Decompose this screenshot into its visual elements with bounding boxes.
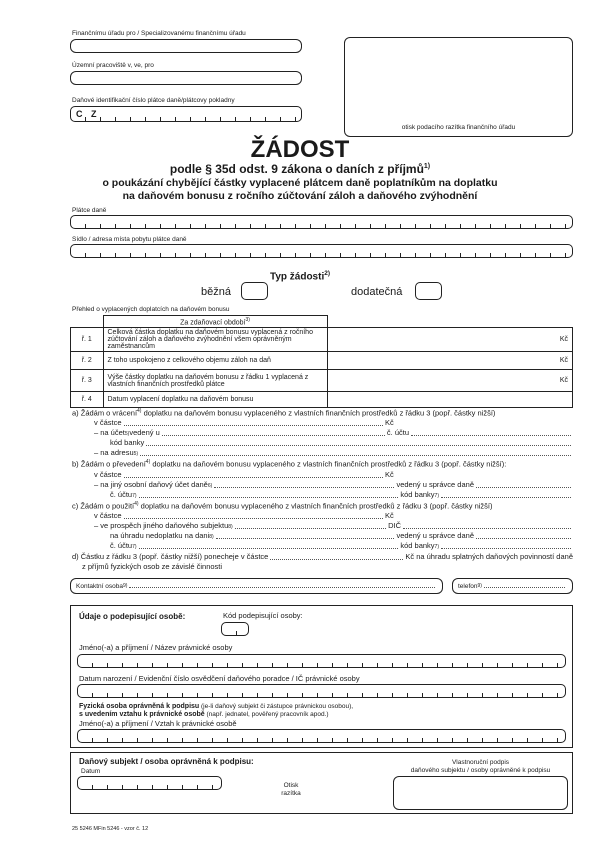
office-field[interactable] xyxy=(70,39,302,53)
table-row: ř. 4 Datum vyplacení doplatku na daňovém bonusu xyxy=(71,392,573,408)
row3-amount[interactable]: Kč xyxy=(327,370,573,392)
signature-title: Daňový subjekt / osoba oprávněná k podpisu: xyxy=(79,757,254,766)
contact-person-field[interactable]: Kontaktní osoba 9) xyxy=(70,578,443,594)
signature-field[interactable] xyxy=(393,776,568,810)
signer-birth-field[interactable] xyxy=(77,684,566,698)
section-a-account[interactable]: – na účet 5) vedený u č. účtu xyxy=(94,429,573,438)
payer-name-label: Plátce daně xyxy=(72,207,107,214)
sig-label-1: Vlastnoruční podpis xyxy=(451,759,510,766)
signer-auth-line1: Fyzická osoba oprávněná k podpisu (je-li daňový subjekt či zástupce právnickou osobou), xyxy=(79,703,354,710)
row4-date[interactable] xyxy=(327,392,573,408)
section-c-benefit[interactable]: – ve prospěch jiného daňového subjektu 8) DIČ xyxy=(94,522,573,531)
stamp-label-1: Otisk xyxy=(283,782,299,789)
form-code: 25 5246 MFin 5246 - vzor č. 12 xyxy=(72,826,149,832)
section-a-bank-code[interactable]: kód banky xyxy=(110,439,573,448)
period-header: Za zdaňovací období$^{3)}$ xyxy=(103,316,327,328)
dic-prefix-z: Z xyxy=(91,109,97,119)
page-subtitle-2: o poukázání chybějící částky vyplacené plátcem daně poplatníkům na doplatku xyxy=(102,177,498,189)
overview-caption: Přehled o vyplacených doplatcích na daňovém bonusu xyxy=(72,306,230,313)
table-row: ř. 1 Celková částka doplatku na daňovém bonusu vyplacená z ročního zúčtování záloh a daňového zvýhodnění všem oprávněným zaměstnancům Kč xyxy=(71,328,573,352)
stamp-caption: otisk podacího razítka finančního úřadu xyxy=(401,124,516,131)
signer-name-label: Jméno(-a) a příjmení / Název právnické osoby xyxy=(79,643,233,652)
section-b-amount[interactable]: v částce Kč xyxy=(94,470,394,479)
section-b-other-account[interactable]: – na jiný osobní daňový účet daně 6) vedený u správce daně xyxy=(94,481,573,490)
office-label: Finančnímu úřadu pro / Specializovanému finančnímu úřadu xyxy=(72,30,246,37)
page-subtitle-1: podle § 35d odst. 9 zákona o daních z příjmů$^{1)}$ xyxy=(169,162,431,176)
stamp-label-2: razítka xyxy=(281,790,301,797)
request-type-supplementary-checkbox[interactable] xyxy=(415,282,442,300)
payer-name-field[interactable] xyxy=(70,215,573,229)
payer-address-field[interactable] xyxy=(70,244,573,258)
date-label: Datum xyxy=(81,768,101,775)
signer-code-field[interactable] xyxy=(221,622,249,636)
signer-name-field[interactable] xyxy=(77,654,566,668)
row1-amount[interactable]: Kč xyxy=(327,328,573,352)
table-row: ř. 3 Výše částky doplatku na daňovém bonusu z řádku 1 vyplacená z vlastních finančních prostředků plátce Kč xyxy=(71,370,573,392)
signature-section xyxy=(70,752,573,814)
signer-title: Údaje o podepisující osobě: xyxy=(79,612,186,621)
overview-table xyxy=(70,315,573,408)
signer-code-label: Kód podepisující osoby: xyxy=(223,611,303,620)
phone-field[interactable]: telefon 9) xyxy=(452,578,573,594)
request-type-title: Typ žádosti$^{2)}$ xyxy=(269,270,331,283)
section-d-line2: z příjmů fyzických osob ze závislé činnosti xyxy=(82,562,223,571)
section-c-head: c) Žádám o použití$^{4)}$ doplatku na daňovém bonusu vyplaceného z vlastních finančních prostředků z řádku 3 (popř. částky nižší) xyxy=(72,501,493,511)
request-type-supplementary-label: dodatečná xyxy=(351,286,403,298)
territory-label: Územní pracoviště v, ve, pro xyxy=(72,62,154,69)
signer-auth-line2: s uvedením vztahu k právnické osobě (např. jednatel, pověřený pracovník apod.) xyxy=(79,711,329,718)
section-a-address[interactable]: – na adresu 5) xyxy=(94,449,573,458)
section-d-line1[interactable]: d) Částku z řádku 3 (popř. částky nižší) ponecheje v částce Kč na úhradu splatných daňových povinností daně xyxy=(72,552,573,561)
section-a-head: a) Žádám o vrácení$^{4)}$ doplatku na daňovém bonusu vyplaceného z vlastních finančních prostředků z řádku 3 (popř. částky nižší) xyxy=(72,408,496,418)
dic-label: Daňové identifikační číslo plátce daně/plátcovy pokladny xyxy=(72,97,235,104)
dic-field[interactable] xyxy=(70,106,302,122)
date-field[interactable] xyxy=(77,776,222,790)
signer-section xyxy=(70,605,573,748)
request-type-regular-label: běžná xyxy=(201,286,231,298)
territory-field[interactable] xyxy=(70,71,302,85)
section-a-amount[interactable]: v částce Kč xyxy=(94,418,394,427)
section-c-account-no[interactable]: č. účtu 7) kód banky 7) xyxy=(110,542,573,551)
stamp-box xyxy=(344,37,573,137)
dic-prefix-c: C xyxy=(76,109,83,119)
payer-address-label: Sídlo / adresa místa pobytu plátce daně xyxy=(72,236,187,243)
page-title: ŽÁDOST xyxy=(250,136,350,163)
request-type-regular-checkbox[interactable] xyxy=(241,282,268,300)
signer-relation-field[interactable] xyxy=(77,729,566,743)
section-c-amount[interactable]: v částce Kč xyxy=(94,511,394,520)
page-subtitle-3: na daňovém bonusu z ročního zúčtování záloh a daňového zvýhodnění xyxy=(122,190,478,202)
sig-label-2: daňového subjektu / osoby oprávněné k podpisu xyxy=(410,767,551,774)
table-row: ř. 2 Z toho uspokojeno z celkového objemu záloh na daň Kč xyxy=(71,352,573,370)
signer-relation-label: Jméno(-a) a příjmení / Vztah k právnické osobě xyxy=(79,719,237,728)
section-c-arrears[interactable]: na úhradu nedoplatku na dani 8) vedený u správce daně xyxy=(110,532,573,541)
section-b-account-no[interactable]: č. účtu 7) kód banky 7) xyxy=(110,491,573,500)
signer-birth-label: Datum narození / Evidenční číslo osvědčení daňového poradce / IČ právnické osoby xyxy=(79,674,360,683)
section-b-head: b) Žádám o převedení$^{4)}$ doplatku na daňovém bonusu vyplaceného z vlastních finančních prostředků z řádku 3 (popř. částky nižší): xyxy=(72,459,507,469)
row2-amount[interactable]: Kč xyxy=(327,352,573,370)
